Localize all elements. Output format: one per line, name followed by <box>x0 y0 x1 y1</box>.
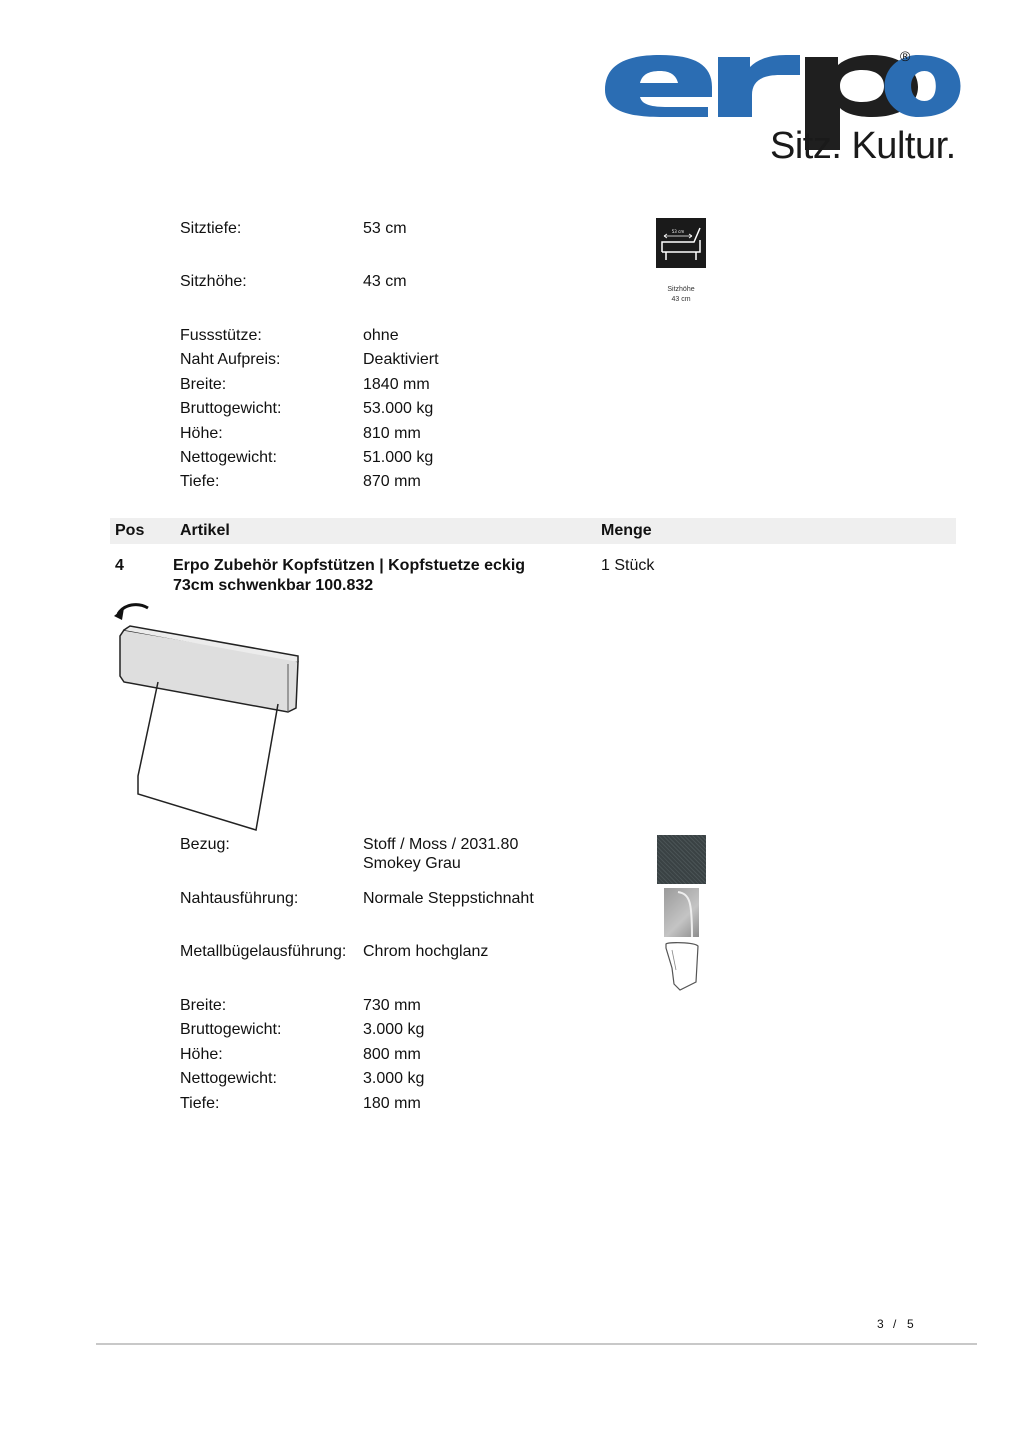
metall-value: Chrom hochglanz <box>363 943 489 960</box>
header-artikel: Artikel <box>180 522 230 539</box>
spec-value: 1840 mm <box>363 375 430 393</box>
seat-icon-caption-2: 43 cm <box>671 296 691 303</box>
item-pos: 4 <box>115 557 124 574</box>
bezug-value-2: Smokey Grau <box>363 855 461 872</box>
item-title-line1: Erpo Zubehör Kopfstützen | Kopfstuetze eckig <box>173 557 526 574</box>
spec-value: 730 mm <box>363 997 421 1014</box>
item-title <box>173 556 573 596</box>
spec-label: Fussstütze: <box>180 327 262 344</box>
page-separator: / <box>893 1317 897 1331</box>
spec-label: Höhe: <box>180 424 223 442</box>
seat-icon-caption-1: Sitzhöhe <box>667 286 695 293</box>
brand-tagline: Sitz. Kultur. <box>770 125 956 167</box>
spec-label: Bruttogewicht: <box>180 400 282 418</box>
item-quantity: 1 Stück <box>601 557 655 574</box>
sitztiefe-label: Sitztiefe: <box>180 220 242 237</box>
metal-bracket-icon <box>664 940 700 994</box>
spec-label: Höhe: <box>180 1045 223 1063</box>
spec-label: Bruttogewicht: <box>180 1021 282 1039</box>
header-menge: Menge <box>601 522 652 539</box>
naht-value: Normale Steppstichnaht <box>363 890 534 907</box>
table-header <box>110 518 956 544</box>
spec-label: Nettogewicht: <box>180 1070 277 1088</box>
seat-icon-inner-label: 53 cm <box>671 229 685 234</box>
page-total: 5 <box>907 1317 914 1331</box>
footer-divider <box>96 1343 977 1345</box>
bezug-label: Bezug: <box>180 836 230 853</box>
spec-value: 3.000 kg <box>363 1070 425 1088</box>
sitzhoehe-label: Sitzhöhe: <box>180 273 247 290</box>
spec-value: 870 mm <box>363 473 421 491</box>
spec-label: Breite: <box>180 997 227 1014</box>
spec-label: Naht Aufpreis: <box>180 351 281 369</box>
bezug-value-1: Stoff / Moss / 2031.80 <box>363 836 519 853</box>
spec-value: 800 mm <box>363 1045 421 1063</box>
registered-mark: ® <box>900 48 911 64</box>
seat-depth-icon <box>656 218 706 268</box>
spec-label: Tiefe: <box>180 1094 220 1112</box>
seam-swatch <box>664 888 699 937</box>
header-pos: Pos <box>115 522 145 539</box>
spec-label: Tiefe: <box>180 473 220 491</box>
headrest-illustration <box>110 598 310 834</box>
metall-label: Metallbügelausführung: <box>180 943 347 960</box>
fabric-swatch <box>657 835 706 884</box>
spec-value: 180 mm <box>363 1094 421 1112</box>
spec-value: ohne <box>363 327 399 344</box>
naht-label: Nahtausführung: <box>180 890 299 907</box>
spec-label: Breite: <box>180 375 227 393</box>
spec-value: 3.000 kg <box>363 1021 425 1039</box>
spec-value: 51.000 kg <box>363 449 434 466</box>
spec-value: 810 mm <box>363 424 421 442</box>
spec-value: 53.000 kg <box>363 400 434 418</box>
item-title-line2: 73cm schwenkbar 100.832 <box>173 577 374 594</box>
sitztiefe-value: 53 cm <box>363 220 407 237</box>
spec-value: Deaktiviert <box>363 351 439 369</box>
sitzhoehe-value: 43 cm <box>363 273 407 290</box>
page-current: 3 <box>877 1317 884 1331</box>
spec-label: Nettogewicht: <box>180 449 277 466</box>
